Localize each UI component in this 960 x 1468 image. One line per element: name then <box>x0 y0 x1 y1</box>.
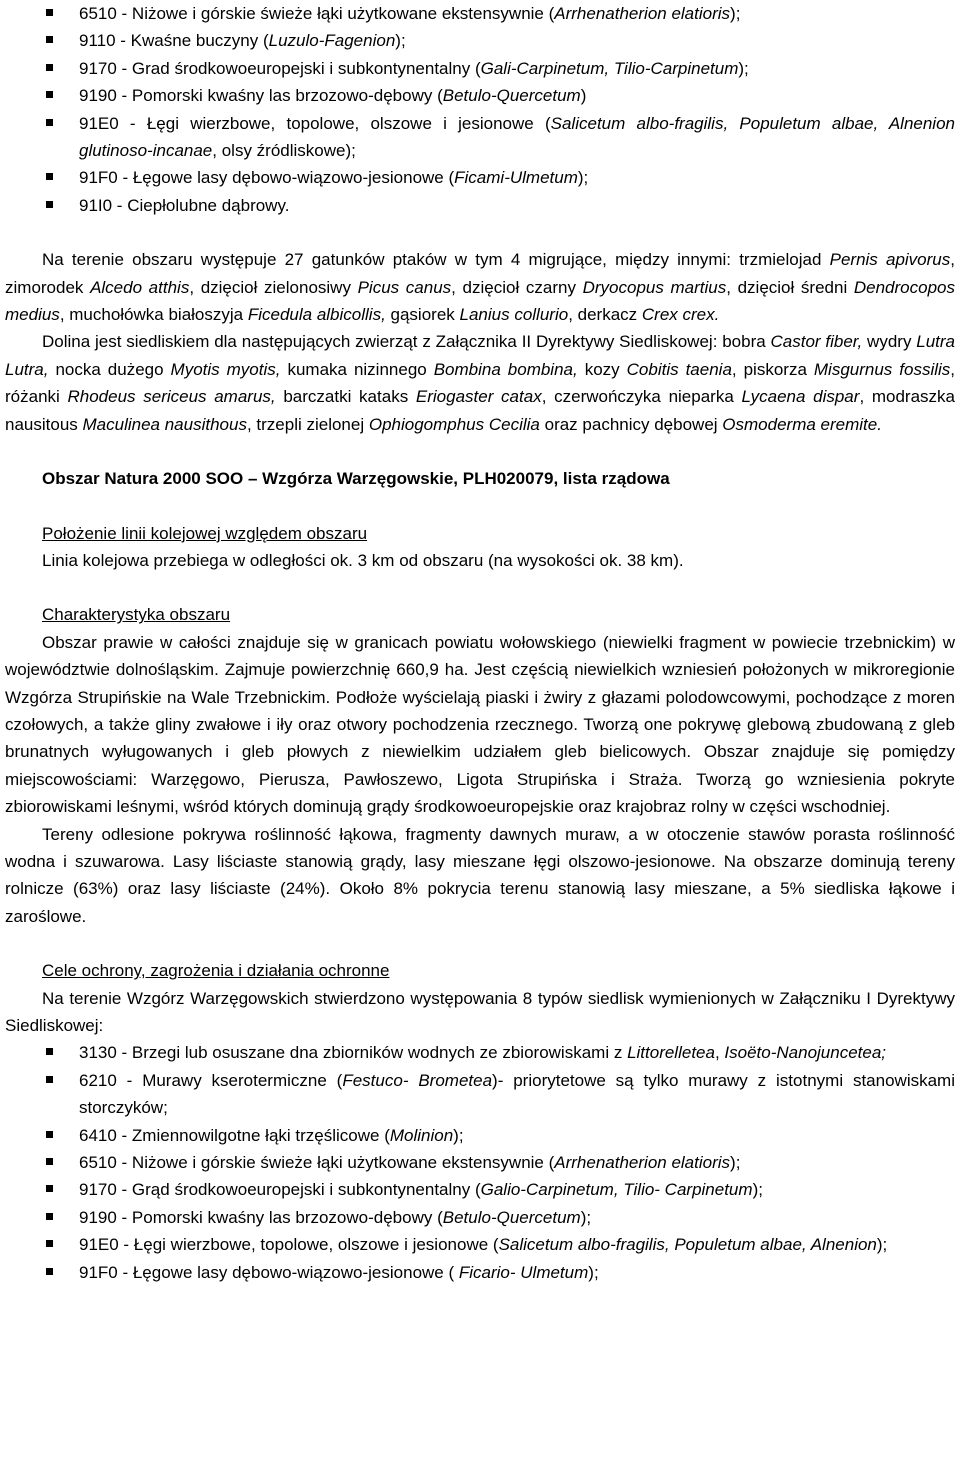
bullet-icon <box>46 201 53 208</box>
area-characteristics-title: Charakterystyka obszaru <box>42 605 231 625</box>
section-heading: Obszar Natura 2000 SOO – Wzgórza Warzęgowskie, PLH020079, lista rządowa <box>42 469 670 489</box>
habitat-list-2 <box>5 1039 955 1286</box>
bullet-icon <box>46 1240 53 1247</box>
birds-paragraph: Na terenie obszaru występuje 27 gatunków ptaków w tym 4 migrujące, między innymi: trzmielojad Pernis apivorus, zimorodek Alcedo atthis, dzięcioł zielonosiwy Picus canus, dzięcioł czarny Dryocopus martius, dzięcioł średni Dendrocopos medius, muchołówka białoszyja Ficedula albicollis, gąsiorek Lanius collurio, derkacz Crex crex. <box>5 250 955 325</box>
animals-paragraph: Dolina jest siedliskiem dla następujących zwierząt z Załącznika II Dyrektywy Siedliskowej: bobra Castor fiber, wydry Lutra Lutra, nocka dużego Myotis myotis, kumaka nizinnego Bombina bombina, kozy Cobitis taenia, piskorza Misgurnus fossilis, różanki Rhodeus sericeus amarus, barczatki kataks Eriogaster catax, czerwończyka nieparka Lycaena dispar, modraszka nausitous Maculinea nausithous, trzepli zielonej Ophiogomphus Cecilia oraz pachnicy dębowej Osmoderma eremite. <box>5 332 956 434</box>
list-item: 9170 - Grad środkowoeuropejski i subkontynentalny (Gali-Carpinetum, Tilio-Carpinetum); <box>5 55 955 82</box>
bullet-icon <box>46 1213 53 1220</box>
list-item: 91I0 - Ciepłolubne dąbrowy. <box>5 192 955 219</box>
railway-position-title: Położenie linii kolejowej względem obszaru <box>42 523 368 543</box>
area-characteristics-paragraph-1: Obszar prawie w całości znajduje się w granicach powiatu wołowskiego (niewielki fragment w powiecie trzebnickim) w województwie dolnośląskim. Zajmuje powierzchnię 660,9 ha. Jest częścią niewielkich wzniesień położonych w mikroregionie Wzgórza Strupińskie na Wale Trzebnickim. Podłoże wyścielają piaski i żwiry z głazami polodowcowymi, pochodzące z moren czołowych, a także gliny zwałowe i iły oraz otwory pochodzenia rzecznego. Tworzą one pokrywę glebową zbudowaną z gleb brunatnych wyługowanych i gleb płowych z niewielkim udziałem gleb bielicowych. Obszar znajduje się pomiędzy miejscowościami: Warzęgowo, Pierusza, Pawłoszewo, Ligota Strupińska i Straża. Tworzą go wzniesienia pokryte zbiorowiskami leśnymi, wśród których dominują grądy środkowoeuropejskie oraz krajobraz rolny w części wschodniej. <box>5 632 955 817</box>
bullet-icon <box>46 64 53 71</box>
list-item: 9190 - Pomorski kwaśny las brzozowo-dębowy (Betulo-Quercetum); <box>5 1204 955 1231</box>
bullet-icon <box>46 1185 53 1192</box>
list-item: 91F0 - Łęgowe lasy dębowo-wiązowo-jesionowe ( Ficario- Ulmetum); <box>5 1259 955 1286</box>
list-item: 6510 - Niżowe i górskie świeże łąki użytkowane ekstensywnie (Arrhenatherion elatioris); <box>5 0 955 27</box>
bullet-icon <box>46 173 53 180</box>
list-item: 91E0 - Łęgi wierzbowe, topolowe, olszowe i jesionowe (Salicetum albo-fragilis, Populetum albae, Alnenion); <box>5 1231 955 1258</box>
bullet-icon <box>46 1131 53 1138</box>
list-item: 6410 - Zmiennowilgotne łąki trzęślicowe (Molinion); <box>5 1122 955 1149</box>
bullet-icon <box>46 36 53 43</box>
bullet-icon <box>46 1048 53 1055</box>
list-item: 3130 - Brzegi lub osuszane dna zbiorników wodnych ze zbiorowiskami z Littorelletea, Isoëto-Nanojuncetea; <box>5 1039 955 1066</box>
list-item: 6510 - Niżowe i górskie świeże łąki użytkowane ekstensywnie (Arrhenatherion elatioris); <box>5 1149 955 1176</box>
area-characteristics-paragraph-2: Tereny odlesione pokrywa roślinność łąkowa, fragmenty dawnych muraw, a w otoczenie stawów porasta roślinność wodna i szuwarowa. Lasy liściaste stanowią grądy, lasy mieszane łęgi olszowo-jesionowe. Na obszarze dominują tereny rolnicze (63%) oraz lasy liściaste (24%). Około 8% pokrycia terenu stanowią lasy mieszane, a 5% siedliska łąkowe i zaroślowe. <box>5 824 955 926</box>
protection-goals-title: Cele ochrony, zagrożenia i działania ochronne <box>42 961 390 981</box>
list-item: 6210 - Murawy kserotermiczne (Festuco- Brometea)- priorytetowe są tylko murawy z istotnymi stanowiskami storczyków; <box>5 1067 955 1122</box>
list-item: 91F0 - Łęgowe lasy dębowo-wiązowo-jesionowe (Ficami-Ulmetum); <box>5 164 955 191</box>
bullet-icon <box>46 119 53 126</box>
railway-position-text: Linia kolejowa przebiega w odległości ok. 3 km od obszaru (na wysokości ok. 38 km). <box>42 550 684 570</box>
bullet-icon <box>46 1076 53 1083</box>
list-item: 9170 - Grąd środkowoeuropejski i subkontynentalny (Galio-Carpinetum, Tilio- Carpinetum); <box>5 1176 955 1203</box>
bullet-icon <box>46 91 53 98</box>
list-item: 91E0 - Łęgi wierzbowe, topolowe, olszowe i jesionowe (Salicetum albo-fragilis, Populetum albae, Alnenion glutinoso-incanae, olsy źródliskowe); <box>5 110 955 165</box>
habitat-list-1 <box>5 0 955 219</box>
protection-goals-intro: Na terenie Wzgórz Warzęgowskich stwierdzono występowania 8 typów siedlisk wymienionych w Załączniku I Dyrektywy Siedliskowej: <box>5 988 955 1035</box>
bullet-icon <box>46 1158 53 1165</box>
list-item: 9110 - Kwaśne buczyny (Luzulo-Fagenion); <box>5 27 955 54</box>
list-item: 9190 - Pomorski kwaśny las brzozowo-dębowy (Betulo-Quercetum) <box>5 82 955 109</box>
bullet-icon <box>46 9 53 16</box>
bullet-icon <box>46 1268 53 1275</box>
